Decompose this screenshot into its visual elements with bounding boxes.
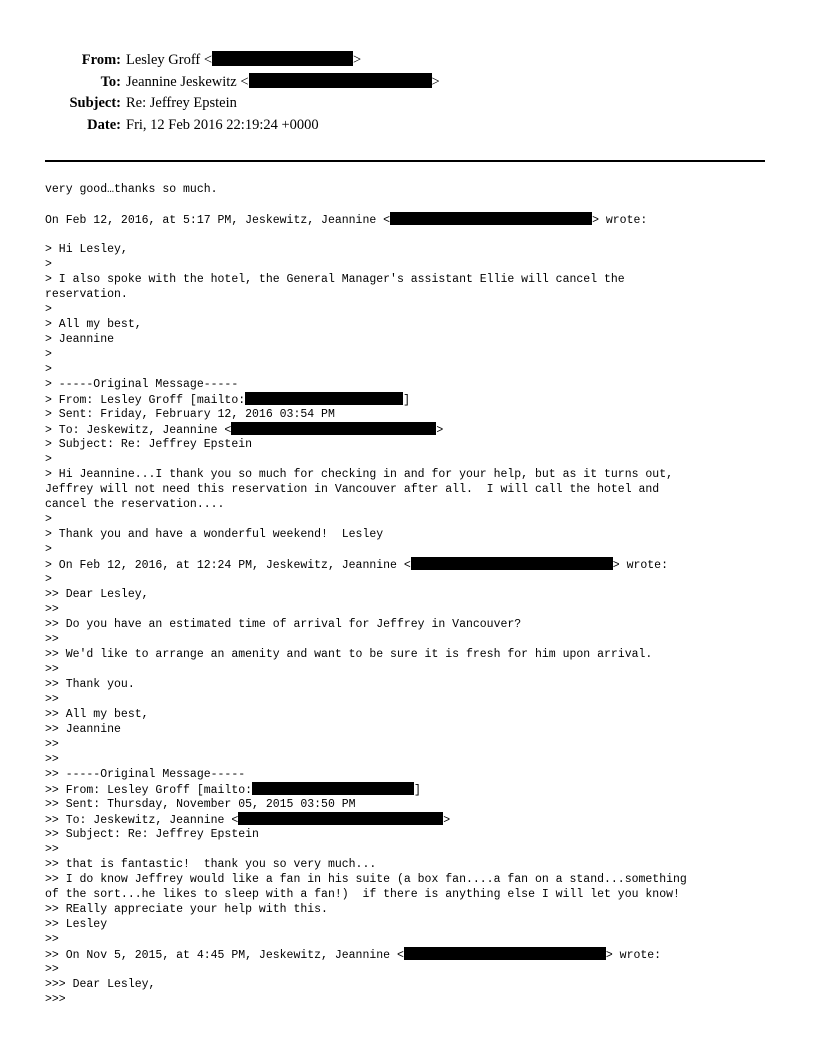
body-line [45, 512, 775, 527]
body-line-tail: > wrote: [592, 214, 648, 227]
body-line [45, 272, 775, 287]
body-line [45, 227, 775, 242]
body-line [45, 662, 775, 677]
body-line [45, 707, 775, 722]
body-line-text: >> We'd like to arrange an amenity and want to be sure it is fresh for him upon arrival. [45, 648, 653, 661]
header-divider [45, 160, 765, 162]
subject-value: Re: Jeffrey Epstein [126, 95, 237, 111]
body-line-text: > [45, 543, 52, 556]
body-line-text: > Jeannine [45, 333, 115, 346]
redaction-box [249, 73, 432, 88]
body-line [45, 557, 775, 572]
body-line [45, 602, 775, 617]
body-line [45, 572, 775, 587]
from-value [126, 50, 361, 72]
body-line [45, 917, 775, 932]
body-line-text: > [45, 573, 52, 586]
body-line [45, 782, 775, 797]
body-line-text: >> [45, 933, 59, 946]
date-value: Fri, 12 Feb 2016 22:19:24 +0000 [126, 116, 319, 133]
body-line [45, 392, 775, 407]
body-line [45, 857, 775, 872]
body-line-text: >> [45, 693, 59, 706]
email-header [0, 50, 816, 136]
body-line [45, 872, 775, 887]
subject-label: Subject: [69, 95, 121, 111]
body-line-text: > [45, 348, 52, 361]
body-line-text: cancel the reservation.... [45, 498, 225, 511]
body-line [45, 632, 775, 647]
body-line [45, 617, 775, 632]
body-line [45, 737, 775, 752]
body-line [45, 692, 775, 707]
body-line-text: Jeffrey will not need this reservation in Vancouver after all. I will call the hotel and [45, 483, 660, 496]
body-line-text: >> [45, 753, 59, 766]
body-line-text: >> [45, 663, 59, 676]
body-line [45, 182, 775, 197]
body-line [45, 947, 775, 962]
body-line [45, 902, 775, 917]
body-line-text: > Sent: Friday, February 12, 2016 03:54 PM [45, 408, 335, 421]
body-line [45, 827, 775, 842]
to-value [126, 72, 440, 94]
body-line-tail: > [436, 424, 444, 437]
body-line-text: >> [45, 603, 59, 616]
body-line [45, 752, 775, 767]
body-line [45, 842, 775, 857]
email-body [45, 182, 775, 1007]
body-line [45, 377, 775, 392]
body-line-text: > [45, 513, 52, 526]
body-line [45, 647, 775, 662]
body-line-text: >> [45, 843, 59, 856]
body-line-text: > -----Original Message----- [45, 378, 239, 391]
body-line-text: > I also spoke with the hotel, the General Manager's assistant Ellie will cancel the [45, 273, 625, 286]
body-line [45, 482, 775, 497]
body-line-tail: > [443, 814, 451, 827]
body-line-text: >> Dear Lesley, [45, 588, 149, 601]
body-line-text: >> [45, 633, 59, 646]
body-line [45, 332, 775, 347]
to-label: To: [100, 73, 121, 90]
header-to-row [0, 72, 816, 94]
body-line-tail: ] [414, 784, 421, 797]
body-line-text: >> On Nov 5, 2015, at 4:45 PM, Jeskewitz, Jeannine < [45, 949, 404, 962]
from-close: > [353, 52, 362, 68]
body-line-text: >> All my best, [45, 708, 149, 721]
from-label: From: [81, 52, 121, 68]
body-line-text: > To: Jeskewitz, Jeannine < [45, 424, 232, 437]
body-line-text: >> Subject: Re: Jeffrey Epstein [45, 828, 259, 841]
body-line [45, 197, 775, 212]
body-line-text: > Thank you and have a wonderful weekend! Lesley [45, 528, 384, 541]
body-line [45, 977, 775, 992]
header-subject-row [0, 93, 816, 115]
body-line-text: >> I do know Jeffrey would like a fan in his suite (a box fan....a fan on a stand...something [45, 873, 687, 886]
body-line [45, 677, 775, 692]
redaction-box [245, 392, 403, 405]
body-line [45, 287, 775, 302]
body-line [45, 497, 775, 512]
date-label: Date: [87, 116, 121, 133]
body-line-text: >>> Dear Lesley, [45, 978, 156, 991]
body-line [45, 797, 775, 812]
body-line [45, 767, 775, 782]
redaction-box [252, 782, 414, 795]
body-line [45, 887, 775, 902]
body-line [45, 932, 775, 947]
body-line [45, 542, 775, 557]
body-line-text: >> REally appreciate your help with this. [45, 903, 328, 916]
body-line [45, 992, 775, 1007]
body-line-text: > [45, 453, 52, 466]
body-line-text: >> Jeannine [45, 723, 121, 736]
body-line-tail: > wrote: [605, 949, 662, 962]
body-line-text: very good…thanks so much. [45, 183, 218, 196]
body-line [45, 467, 775, 482]
body-line-text: reservation. [45, 288, 128, 301]
body-line-text: > All my best, [45, 318, 142, 331]
body-line-text: > [45, 303, 52, 316]
body-line-text: >> Thank you. [45, 678, 135, 691]
from-name: Lesley Groff < [126, 52, 213, 68]
body-line [45, 212, 775, 227]
body-line [45, 407, 775, 422]
body-line [45, 587, 775, 602]
body-line-text: >>> [45, 993, 66, 1006]
body-line [45, 812, 775, 827]
body-line [45, 347, 775, 362]
body-line [45, 362, 775, 377]
body-line-text: >> From: Lesley Groff [mailto: [45, 784, 253, 797]
body-line [45, 722, 775, 737]
body-line-text: > [45, 258, 52, 271]
body-line [45, 302, 775, 317]
redaction-box [231, 422, 436, 435]
body-line-text: >> that is fantastic! thank you so very much... [45, 858, 377, 871]
body-line-tail: > wrote: [612, 559, 668, 572]
redaction-box [404, 947, 606, 960]
body-line-text: >> Do you have an estimated time of arrival for Jeffrey in Vancouver? [45, 618, 522, 631]
body-line [45, 242, 775, 257]
body-line-text: > On Feb 12, 2016, at 12:24 PM, Jeskewitz, Jeannine < [45, 559, 411, 572]
to-close: > [431, 73, 440, 90]
redaction-box [390, 212, 592, 225]
body-line-text: > Hi Lesley, [45, 243, 128, 256]
redaction-box [238, 812, 443, 825]
redaction-box [212, 51, 353, 66]
body-line-text: >> -----Original Message----- [45, 768, 246, 781]
body-line [45, 437, 775, 452]
body-line-text: >> [45, 738, 59, 751]
body-line-text: >> [45, 963, 59, 976]
to-name: Jeannine Jeskewitz < [126, 73, 249, 90]
body-line-text: >> Sent: Thursday, November 05, 2015 03:50 PM [45, 798, 356, 811]
body-line-text: On Feb 12, 2016, at 5:17 PM, Jeskewitz, Jeannine < [45, 214, 391, 227]
body-line-text: >> Lesley [45, 918, 108, 931]
header-from-row [0, 50, 816, 72]
header-date-row [0, 115, 816, 137]
body-line-text: of the sort...he likes to sleep with a fan!) if there is anything else I will let you know! [45, 888, 680, 901]
body-line [45, 527, 775, 542]
body-line [45, 962, 775, 977]
body-line-text: > From: Lesley Groff [mailto: [45, 394, 246, 407]
body-line-text: > Subject: Re: Jeffrey Epstein [45, 438, 253, 451]
body-line [45, 422, 775, 437]
body-line [45, 452, 775, 467]
body-line [45, 257, 775, 272]
body-line-text: > Hi Jeannine...I thank you so much for checking in and for your help, but as it turns out, [45, 468, 674, 481]
body-line-tail: ] [403, 394, 411, 407]
body-line [45, 317, 775, 332]
body-line-text: >> To: Jeskewitz, Jeannine < [45, 814, 239, 827]
redaction-box [411, 557, 613, 570]
body-line-text: > [45, 363, 52, 376]
